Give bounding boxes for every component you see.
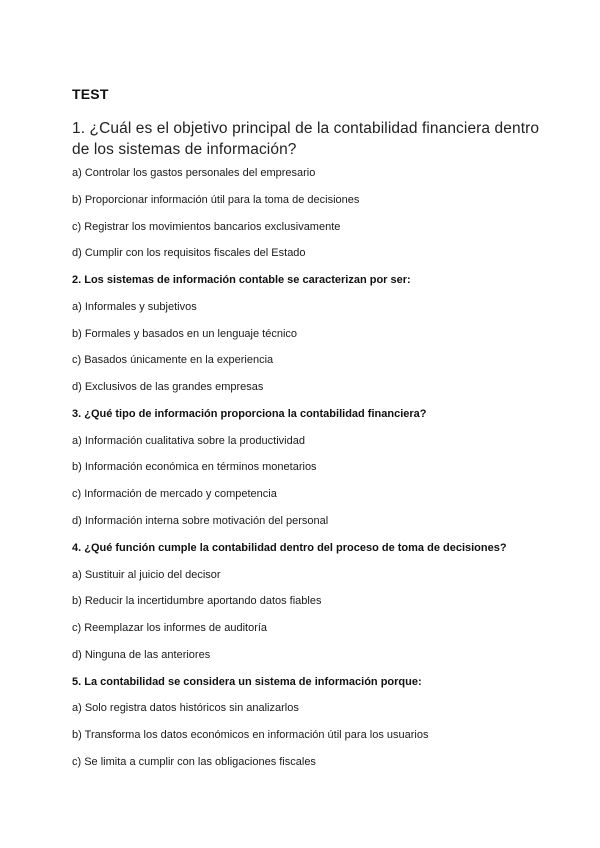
question-1-option-d: d) Cumplir con los requisitos fiscales del Estado [72,247,306,259]
question-3: 3. ¿Qué tipo de información proporciona la contabilidad financiera? [72,408,427,420]
question-5-option-c: c) Se limita a cumplir con las obligaciones fiscales [72,756,316,768]
question-3-option-a: a) Información cualitativa sobre la productividad [72,435,305,447]
question-3-option-b: b) Información económica en términos monetarios [72,461,317,473]
document-title: TEST [72,86,109,102]
question-4-option-b: b) Reducir la incertidumbre aportando datos fiables [72,595,322,607]
question-4: 4. ¿Qué función cumple la contabilidad dentro del proceso de toma de decisiones? [72,542,507,554]
question-4-option-c: c) Reemplazar los informes de auditoría [72,622,268,634]
question-3-option-c: c) Información de mercado y competencia [72,488,277,500]
question-2: 2. Los sistemas de información contable se caracterizan por ser: [72,274,411,286]
question-1-option-a: a) Controlar los gastos personales del empresario [72,167,316,179]
question-2-option-c: c) Basados únicamente en la experiencia [72,354,274,366]
question-1-option-b: b) Proporcionar información útil para la toma de decisiones [72,194,360,206]
question-1: 1. ¿Cuál es el objetivo principal de la contabilidad financiera dentro de los sistemas de información? [72,120,540,158]
question-5-option-b: b) Transforma los datos económicos en información útil para los usuarios [72,729,429,741]
question-4-option-a: a) Sustituir al juicio del decisor [72,569,221,581]
question-2-option-b: b) Formales y basados en un lenguaje técnico [72,328,298,340]
question-3-option-d: d) Información interna sobre motivación del personal [72,515,329,527]
question-5: 5. La contabilidad se considera un sistema de información porque: [72,676,422,688]
question-2-option-d: d) Exclusivos de las grandes empresas [72,381,264,393]
question-4-option-d: d) Ninguna de las anteriores [72,649,211,661]
question-2-option-a: a) Informales y subjetivos [72,301,197,313]
question-1-option-c: c) Registrar los movimientos bancarios exclusivamente [72,221,341,233]
question-5-option-a: a) Solo registra datos históricos sin analizarlos [72,702,299,714]
